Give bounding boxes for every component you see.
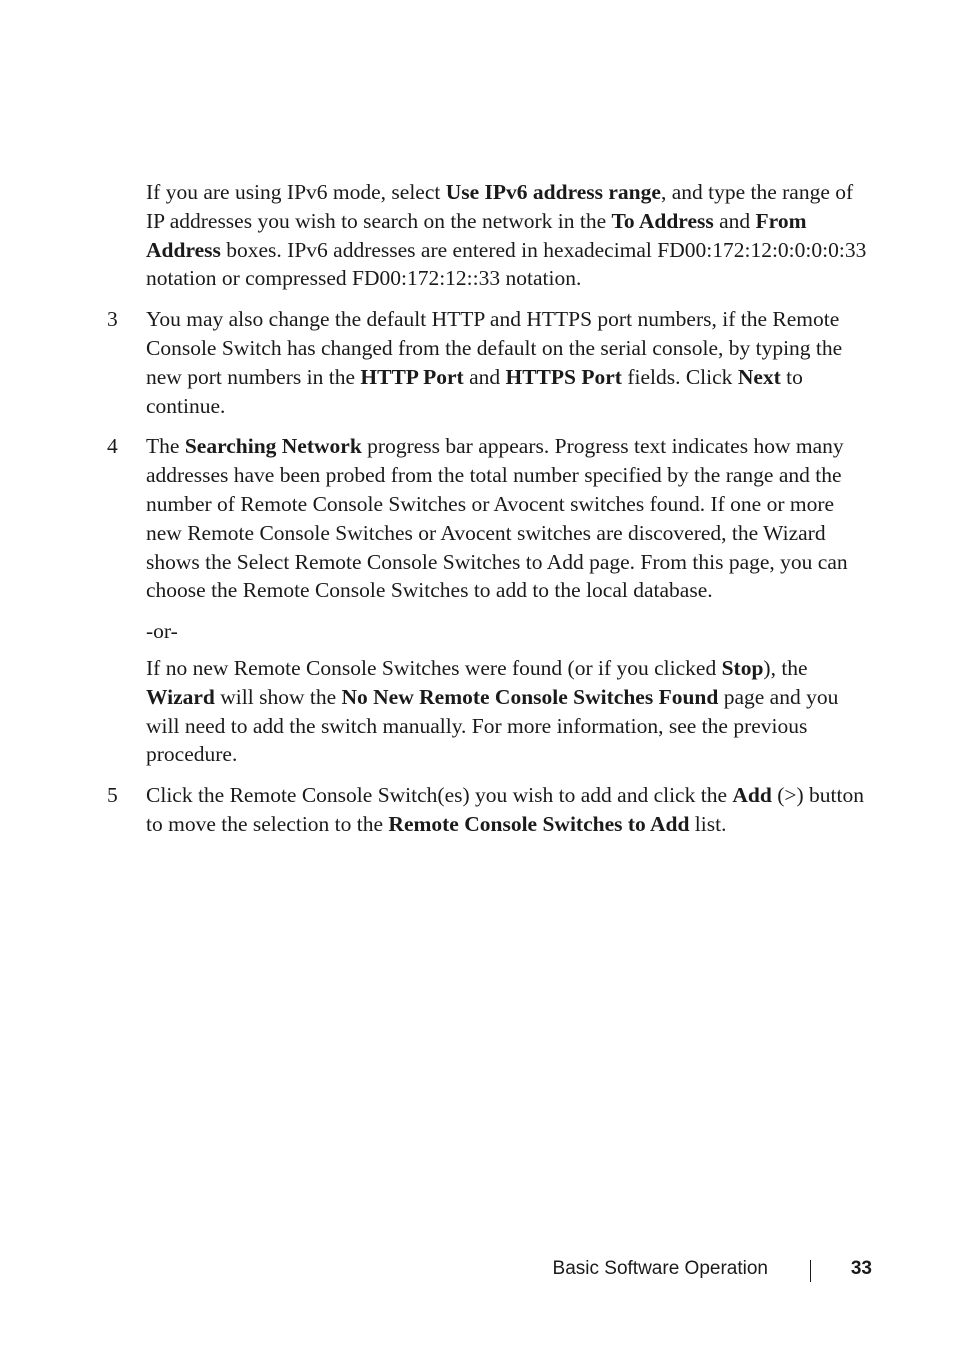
text: If you are using IPv6 mode, select [146,180,446,204]
step-4 [107,432,872,769]
bold-term: Add [732,783,772,808]
text: list. [689,811,727,836]
step-number: 3 [107,307,118,332]
step-4-alt-paragraph [146,654,872,769]
text: boxes. IPv6 addresses are entered in hexadecimal FD00:172:12:0:0:0:0:33 notation or compressed FD00:172:12::33 notation. [146,237,867,291]
text: If no new Remote Console Switches were found (or if you clicked [146,655,722,680]
text: progress bar appears. Progress text indicates how many addresses have been probed from the total number specified by the range and the number of Remote Console Switches or Avocent switches found. If one or more new Remote Console Switches or Avocent switches are discovered, the Wizard shows the Select Remote Console Switches to Add page. From this page, you can choose the Remote Console Switches to add to the local database. [146,434,848,603]
text: page and you will need to add the switch manually. For more information, see the previous procedure. [146,684,839,767]
footer-section-title: Basic Software Operation [552,1258,768,1279]
text: will show the [214,684,342,709]
bold-term: Searching Network [184,434,362,459]
bold-term: Next [737,364,781,389]
bold-term: To Address [611,208,714,233]
text: You may also change the default HTTP and HTTPS port numbers, if the Remote Console Switch has changed from the default on the serial console, by typing the new port numbers in the [146,307,843,389]
step-3 [107,305,872,420]
bold-term: From Address [146,208,807,262]
bold-term: HTTP Port [360,364,464,389]
text: The [146,434,185,459]
or-separator: -or- [146,619,178,644]
text: , and type the range of IP addresses you wish to search on the network in the [146,180,854,233]
text: (>) button to move the selection to the [146,783,864,836]
bold-term: HTTPS Port [505,364,622,389]
step-5 [107,781,872,839]
step-number: 5 [107,783,118,808]
text: to continue. [146,364,803,418]
bold-term: Stop [721,655,764,680]
page-number: 33 [850,1258,872,1279]
text: Click the Remote Console Switch(es) you wish to add and click the [146,783,733,808]
text: and [463,364,506,389]
text: and [713,208,756,233]
bold-term: Wizard [146,684,215,709]
bold-term: No New Remote Console Switches Found [341,684,719,709]
bold-term: Remote Console Switches to Add [388,811,690,836]
footer-divider [810,1260,811,1282]
step-number: 4 [107,434,118,459]
text: fields. Click [621,364,738,389]
step-4-paragraph [146,432,872,605]
bold-term: Use IPv6 address range [445,180,661,204]
main-content [107,178,872,851]
text: ), the [763,655,808,680]
page-footer [0,1258,954,1284]
ipv6-paragraph [146,178,872,293]
